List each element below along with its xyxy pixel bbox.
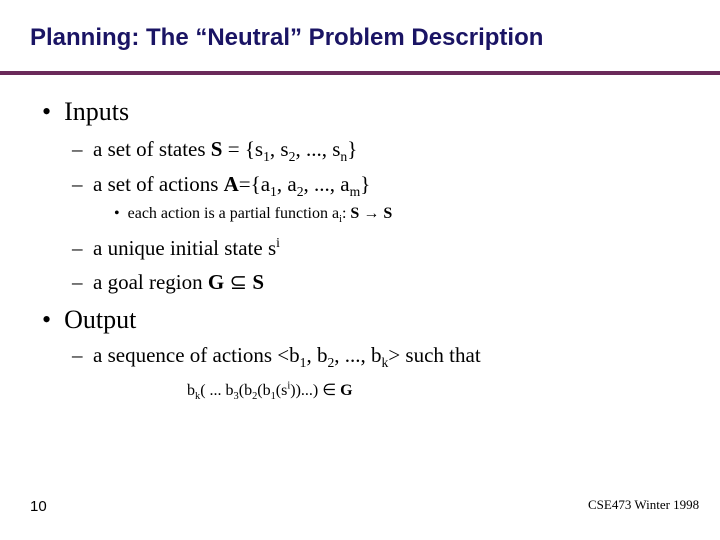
dash-icon: –	[72, 137, 83, 161]
seq-sub-2: 2	[327, 355, 335, 371]
dash-icon: –	[72, 270, 83, 294]
action-fn-colon: :	[341, 205, 351, 222]
actions-sub-1: 1	[270, 184, 277, 200]
inputs-initial-item	[72, 236, 280, 261]
formula-sub-1: 1	[270, 391, 276, 403]
output-sequence-item	[72, 343, 481, 371]
seq-sub-k: k	[381, 355, 389, 371]
title-divider	[0, 71, 720, 75]
states-sub-n: n	[340, 149, 348, 165]
initial-sup-i: i	[276, 235, 280, 250]
actions-close: }	[360, 172, 371, 196]
seq-c1: , b	[306, 343, 328, 367]
formula-p4: (s	[275, 382, 288, 399]
bullet-icon: •	[42, 305, 52, 334]
formula-b: b	[187, 382, 195, 399]
page-number: 10	[30, 498, 47, 515]
actions-text: a set of actions	[93, 172, 224, 196]
states-eq: = {s	[222, 137, 264, 161]
formula-p2: (b	[238, 382, 253, 399]
action-fn-range: S	[383, 205, 393, 222]
sequence-text: a sequence of actions <b	[93, 343, 300, 367]
formula-sup-i: i	[287, 380, 291, 392]
formula-p3: (b	[257, 382, 271, 399]
inputs-heading	[42, 97, 129, 127]
action-function-item	[114, 205, 393, 226]
output-label: Output	[64, 305, 137, 334]
states-c1: , s	[269, 137, 289, 161]
bullet-icon: •	[114, 205, 120, 222]
dash-icon: –	[72, 236, 83, 260]
dash-icon: –	[72, 343, 83, 367]
inputs-states-item	[72, 137, 358, 165]
inputs-label: Inputs	[64, 97, 130, 126]
course-label: CSE473 Winter 1998	[588, 497, 700, 512]
formula-p1: ( ... b	[200, 382, 234, 399]
initial-text: a unique initial state s	[93, 236, 277, 260]
action-fn-sub-i: i	[339, 214, 342, 226]
formula-goal-symbol: G	[340, 382, 353, 399]
states-text: a set of states	[93, 137, 211, 161]
slide-title: Planning: The “Neutral” Problem Description	[30, 24, 544, 51]
output-heading	[42, 305, 136, 335]
goal-text: a goal region	[93, 270, 208, 294]
actions-c1: , a	[276, 172, 297, 196]
element-of-icon: ∈	[322, 382, 341, 399]
formula-sub-2: 2	[252, 391, 258, 403]
actions-eq: ={a	[238, 172, 271, 196]
output-formula	[187, 380, 353, 403]
action-fn-domain: S	[350, 205, 360, 222]
actions-sub-m: m	[349, 184, 361, 200]
formula-sub-3: 3	[233, 391, 239, 403]
action-fn-text: each action is a partial function a	[127, 205, 340, 222]
inputs-goal-item	[72, 270, 264, 295]
states-sub-1: 1	[263, 149, 270, 165]
arrow-icon: →	[359, 205, 384, 222]
goal-symbol: G	[207, 270, 225, 294]
subset-icon: ⊆	[224, 270, 253, 294]
formula-sub-k: k	[195, 391, 201, 403]
states-mid: , ..., s	[295, 137, 341, 161]
actions-mid: , ..., a	[303, 172, 350, 196]
goal-set-symbol: S	[252, 270, 265, 294]
seq-sub-1: 1	[299, 355, 307, 371]
actions-set-symbol: A	[223, 172, 239, 196]
inputs-actions-item	[72, 172, 371, 200]
formula-p5: ))...)	[290, 382, 323, 399]
dash-icon: –	[72, 172, 83, 196]
states-sub-2: 2	[288, 149, 296, 165]
seq-mid: , ..., b	[334, 343, 382, 367]
states-set-symbol: S	[210, 137, 223, 161]
bullet-icon: •	[42, 97, 52, 126]
actions-sub-2: 2	[296, 184, 304, 200]
states-close: }	[347, 137, 358, 161]
seq-end: > such that	[388, 343, 481, 367]
